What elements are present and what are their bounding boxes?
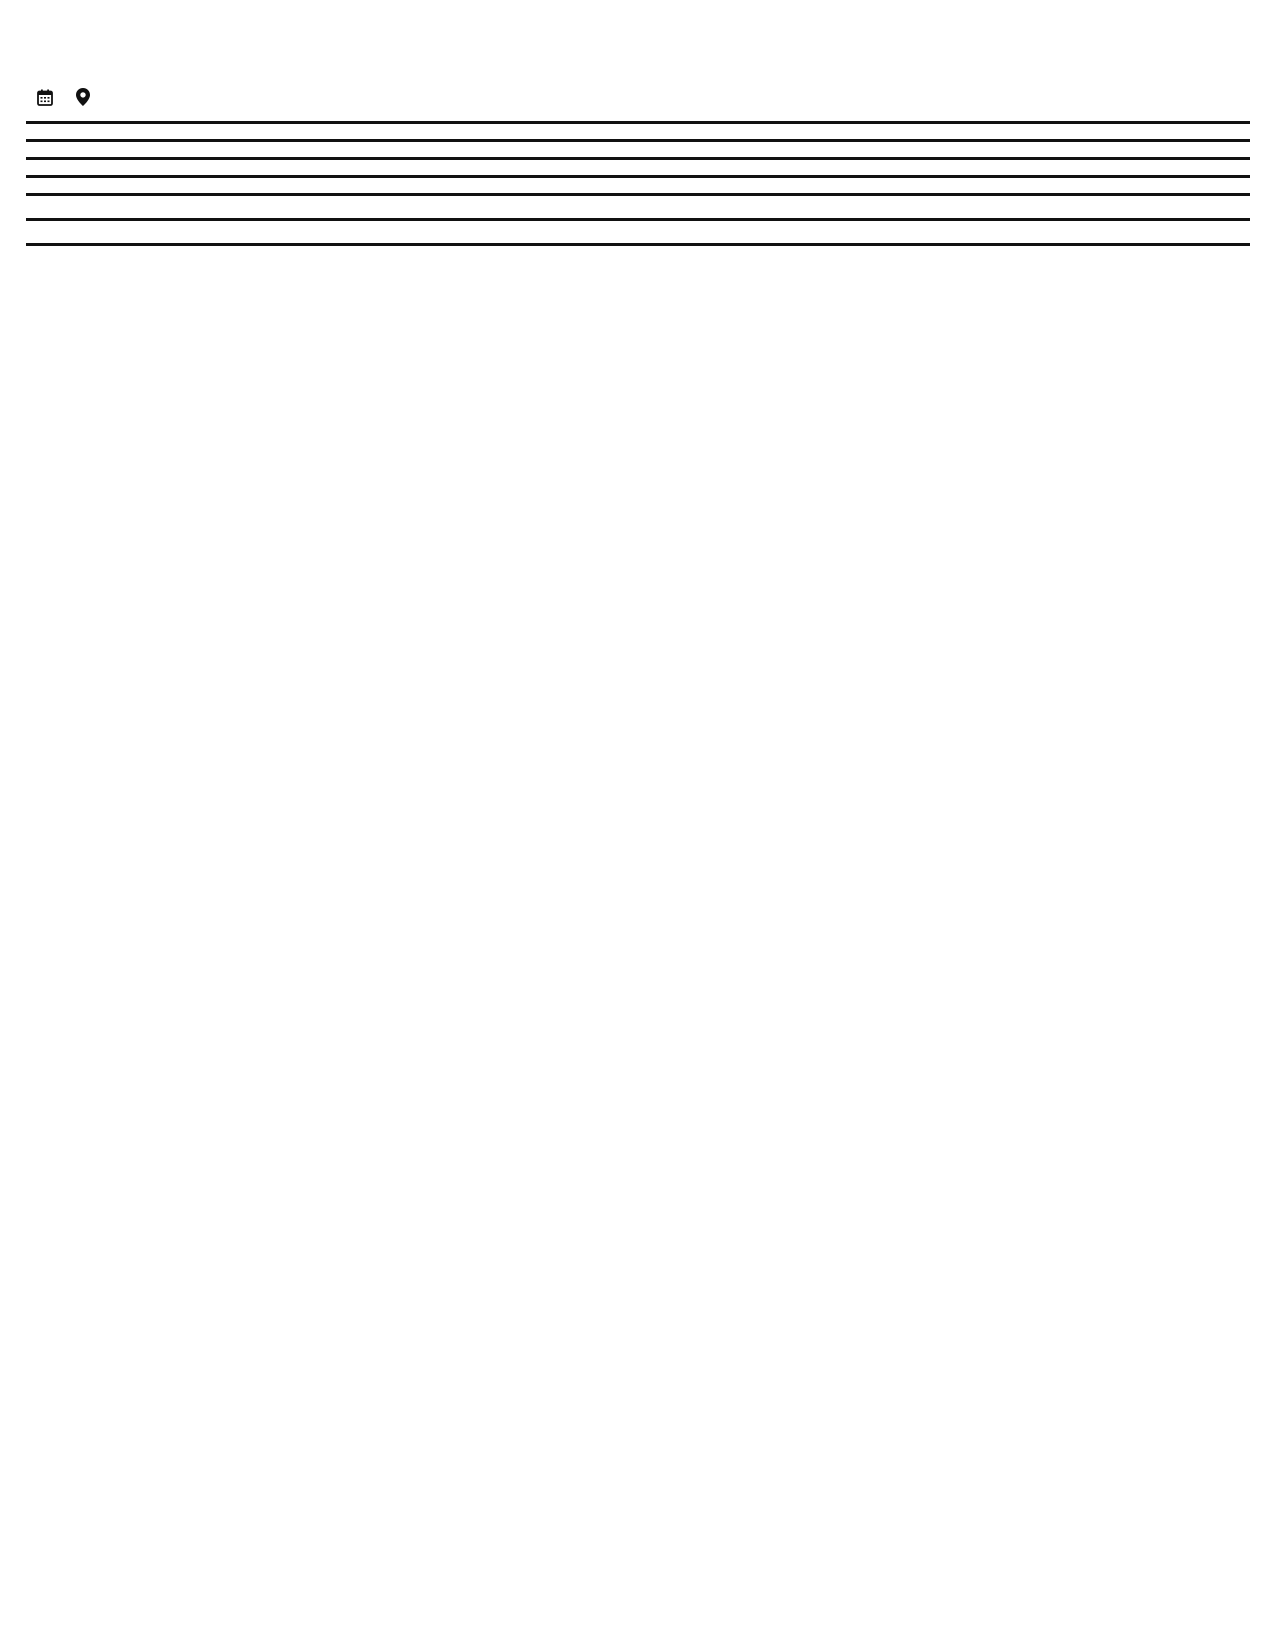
role-meta [26, 88, 1250, 106]
section-heading-references [26, 242, 1250, 246]
section-heading-additional [26, 217, 1250, 221]
section-heading-languages [26, 192, 1250, 196]
section-heading-certifications [26, 156, 1250, 160]
section-heading-affiliations [26, 174, 1250, 178]
section-heading-projects [26, 120, 1250, 124]
resume-page [26, 78, 1250, 253]
calendar-icon [36, 88, 54, 106]
map-pin-icon [74, 88, 92, 106]
section-heading-leadership [26, 138, 1250, 142]
